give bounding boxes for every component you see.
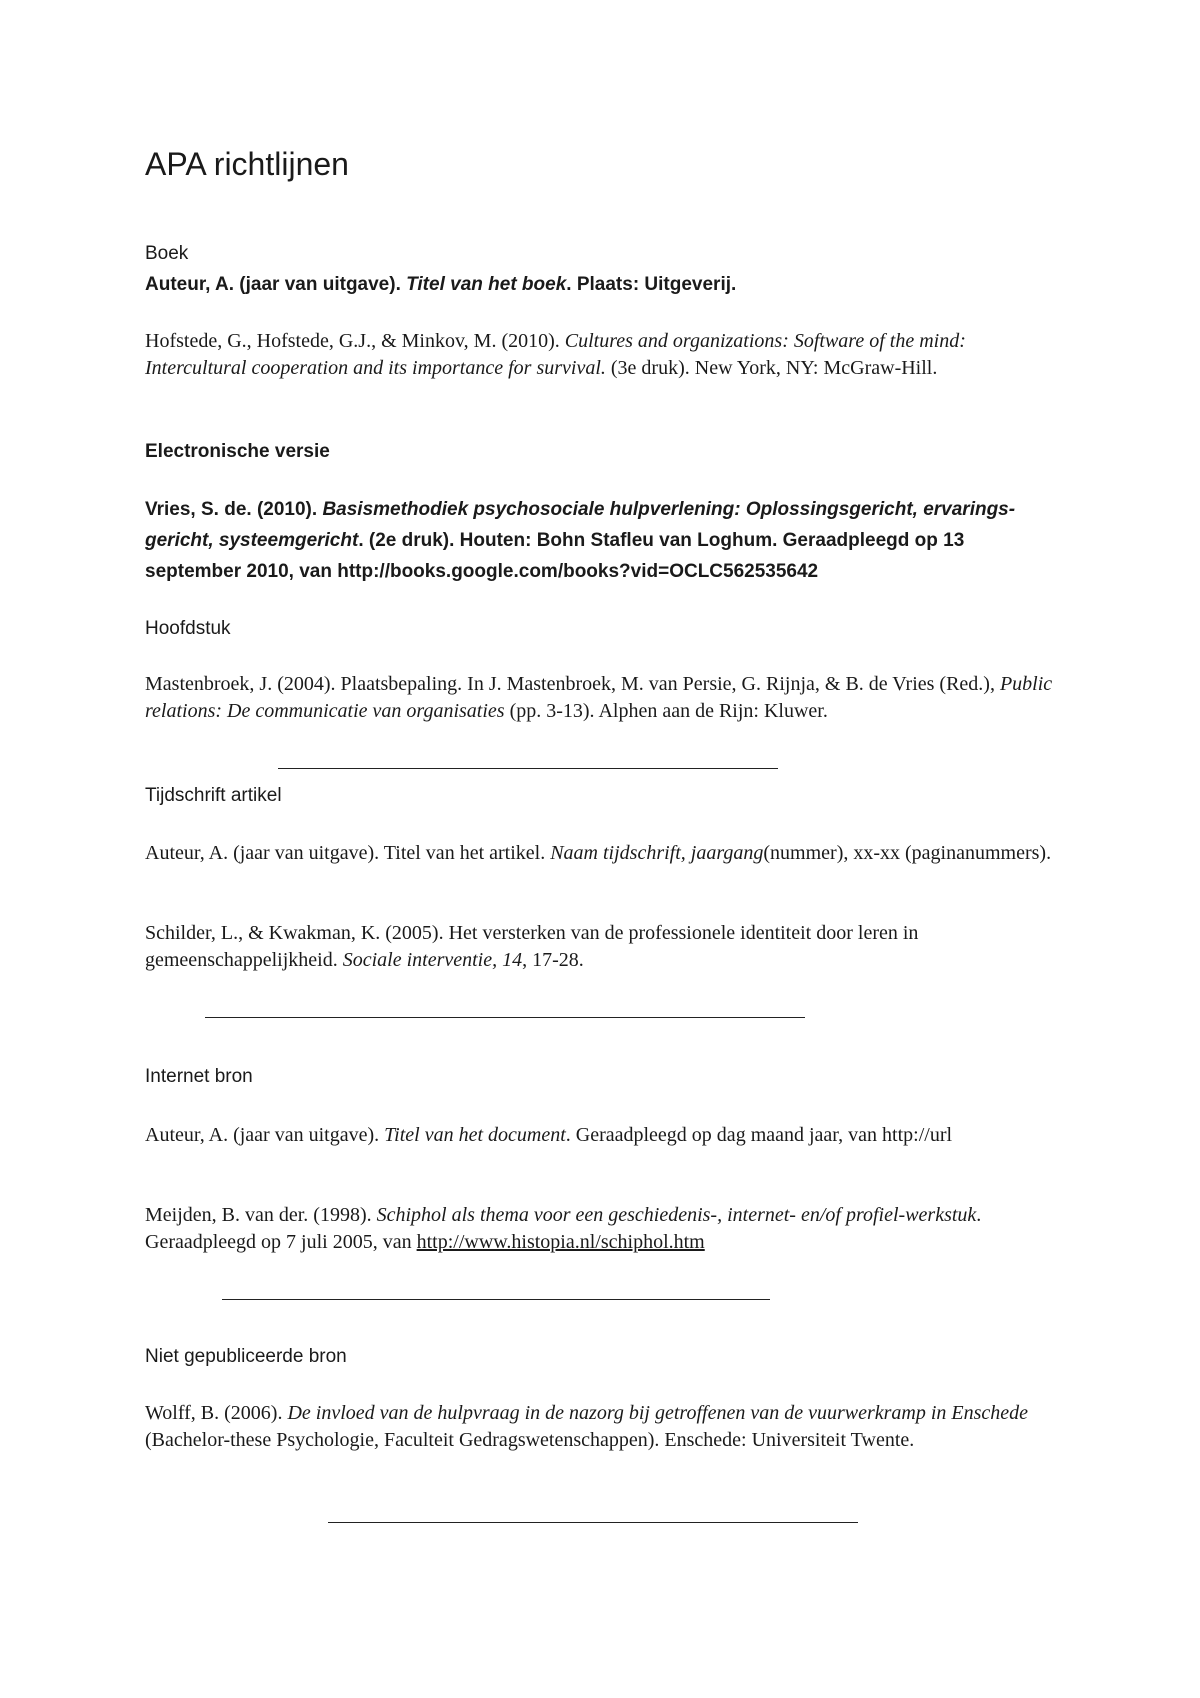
page-title: APA richtlijnen (145, 146, 349, 182)
section-label-hoofdstuk: Hoofdstuk (145, 618, 231, 639)
internet-example: Meijden, B. van der. (1998). Schiphol als thema voor een geschiedenis-, internet- en/of profiel-werkstuk. Geraadpleegd op 7 juli 2005, van http://www.histopia.nl/schiphol.htm (145, 1204, 982, 1253)
histopia-link[interactable]: http://www.histopia.nl/schiphol.htm (416, 1231, 705, 1253)
section-label-boek: Boek (145, 243, 189, 264)
section-label-niet-gepubliceerde-bron: Niet gepubliceerde bron (145, 1346, 347, 1367)
separator-line (278, 768, 778, 769)
section-label-tijdschrift-artikel: Tijdschrift artikel (145, 785, 282, 806)
tijdschrift-example: Schilder, L., & Kwakman, K. (2005). Het versterken van de professionele identiteit door leren in gemeenschappelijkheid. Sociale interventie, 14, 17-28. (145, 922, 919, 971)
section-label-electronische-versie: Electronische versie (145, 441, 330, 462)
tijdschrift-template: Auteur, A. (jaar van uitgave). Titel van het artikel. Naam tijdschrift, jaargang(nummer), xx-xx (paginanummers). (145, 842, 1052, 864)
section-label-internet-bron: Internet bron (145, 1066, 253, 1087)
separator-line (222, 1299, 770, 1300)
separator-line (328, 1522, 858, 1523)
separator-line (205, 1017, 805, 1018)
boek-template: Auteur, A. (jaar van uitgave). Titel van het boek. Plaats: Uitgeverij. (145, 274, 737, 295)
niet-gepubliceerd-example: Wolff, B. (2006). De invloed van de hulpvraag in de nazorg bij getroffenen van de vuurwerkramp in Enschede (Bachelor-these Psychologie, Faculteit Gedragswetenschappen). Enschede: Universiteit Twente. (145, 1402, 1029, 1451)
boek-example: Hofstede, G., Hofstede, G.J., & Minkov, M. (2010). Cultures and organizations: Software of the mind: Intercultural cooperation and its importance for survival. (3e druk). New York, NY: McGraw-Hill. (145, 330, 966, 379)
internet-template: Auteur, A. (jaar van uitgave). Titel van het document. Geraadpleegd op dag maand jaar, van http://url (145, 1124, 953, 1146)
electronisch-example: Vries, S. de. (2010). Basismethodiek psychosociale hulpverlening: Oplossingsgericht, ervarings-gericht, systeemgericht. (2e druk). Houten: Bohn Stafleu van Loghum. Geraadpleegd op 13 september 2010, van http://books.google.com/books?vid=OCLC562535642 (145, 499, 1016, 582)
hoofdstuk-example: Mastenbroek, J. (2004). Plaatsbepaling. In J. Mastenbroek, M. van Persie, G. Rijnja, & B. de Vries (Red.), Public relations: De communicatie van organisaties (pp. 3-13). Alphen aan de Rijn: Kluwer. (145, 673, 1053, 722)
